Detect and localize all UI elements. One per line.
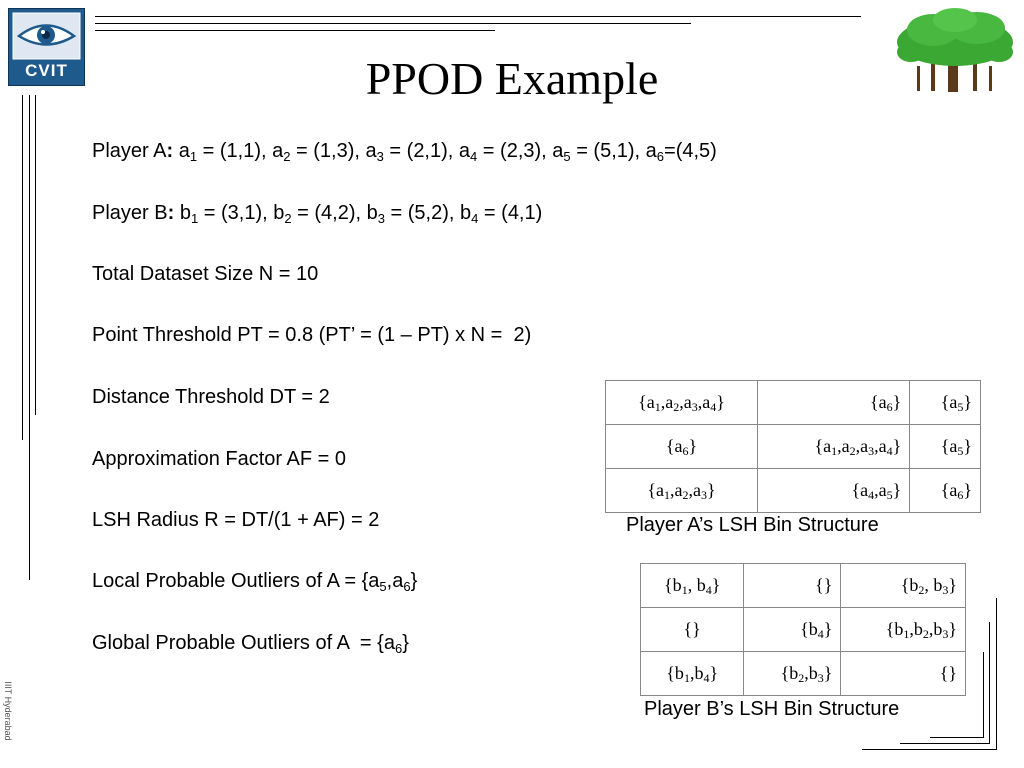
corner-rule-v3 [983,652,984,738]
corner-rule-v1 [996,598,997,750]
table-row [641,608,966,652]
left-rule-1 [22,95,23,440]
table-row [606,425,981,469]
bullet-item: LSH Radius R = DT/(1 + AF) = 2 [92,509,380,531]
tree-icon [893,6,1017,96]
table-cell: {$b_2$, $b_3$} [841,564,966,608]
table-row [606,469,981,513]
table-row [641,652,966,696]
header-rule-1 [95,16,861,17]
bullet-item: Player B: $b_1 = (3,1)$, $b_2 = (4,2)$, $b_3 = (5,2)$, $b_4 = (4,1)$ [92,202,543,226]
player-b-bin-table [640,563,966,696]
table-cell: {} [641,608,744,652]
table-cell: {} [841,652,966,696]
bullet-item: Player A: $a_1 = (1,1)$, $a_2 = (1,3)$, $a_3 = (2,1)$, $a_4 = (2,3)$, $a_5 = (5,1)$, $a_6=(4,5)$ [92,140,717,164]
table-cell: $\{b_1,b_2,b_3\}$ [841,608,966,652]
table-cell: $\{b_1,b_4\}$ [641,652,744,696]
page-title: PPOD Example [365,53,659,104]
bullet-item: Local Probable Outliers of $A = \{a_5,a_6\}$ [92,570,418,594]
bullet-item: Distance Threshold DT = 2 [92,386,330,408]
bullet-item: Point Threshold PT = 0.8 (PT’ = (1 – PT) x N = 2) [92,324,532,346]
table-cell: $\{a_1,a_2,a_3,a_4\}$ [758,425,910,469]
header-rule-3 [95,30,495,31]
table-cell: $\{a_4,a_5\}$ [758,469,910,513]
table-cell: {} [744,564,841,608]
corner-rule-h1 [862,749,997,750]
left-rule-2 [29,95,30,580]
bullet-item: Total Dataset Size N = 10 [92,263,319,285]
table-cell: $\{a_6\}$ [910,469,981,513]
table-cell: $\{b_4\}$ [744,608,841,652]
table-cell: $\{a_5\}$ [910,425,981,469]
table-cell: $\{a_1,a_2,a_3\}$ [606,469,758,513]
header-rule-2 [95,23,691,24]
table-cell: $\{b_2,b_3\}$ [744,652,841,696]
left-rule-3 [35,95,36,415]
corner-rule-h3 [930,737,984,738]
player-b-table-caption: Player B’s LSH Bin Structure [644,698,900,720]
table-cell: $\{a_5\}$ [910,381,981,425]
player-a-table-caption: Player A’s LSH Bin Structure [626,514,879,536]
table-row [606,381,981,425]
corner-rule-v2 [989,622,990,744]
table-cell: $\{a_6\}$ [606,425,758,469]
table-cell: {$b_1$, $b_4$} [641,564,744,608]
bullet-item: Approximation Factor AF = 0 [92,448,347,470]
table-row [641,564,966,608]
logo-text: CVIT [25,61,68,80]
corner-rule-h2 [900,743,990,744]
table-cell: $\{a_1,a_2,a_3,a_4\}$ [606,381,758,425]
bullet-item: Global Probable Outliers of $A = \{a_6\}$ [92,632,409,656]
player-a-bin-table [605,380,981,513]
sidebar-label: IIIT Hyderabad [3,681,13,741]
table-cell: $\{a_6\}$ [758,381,910,425]
